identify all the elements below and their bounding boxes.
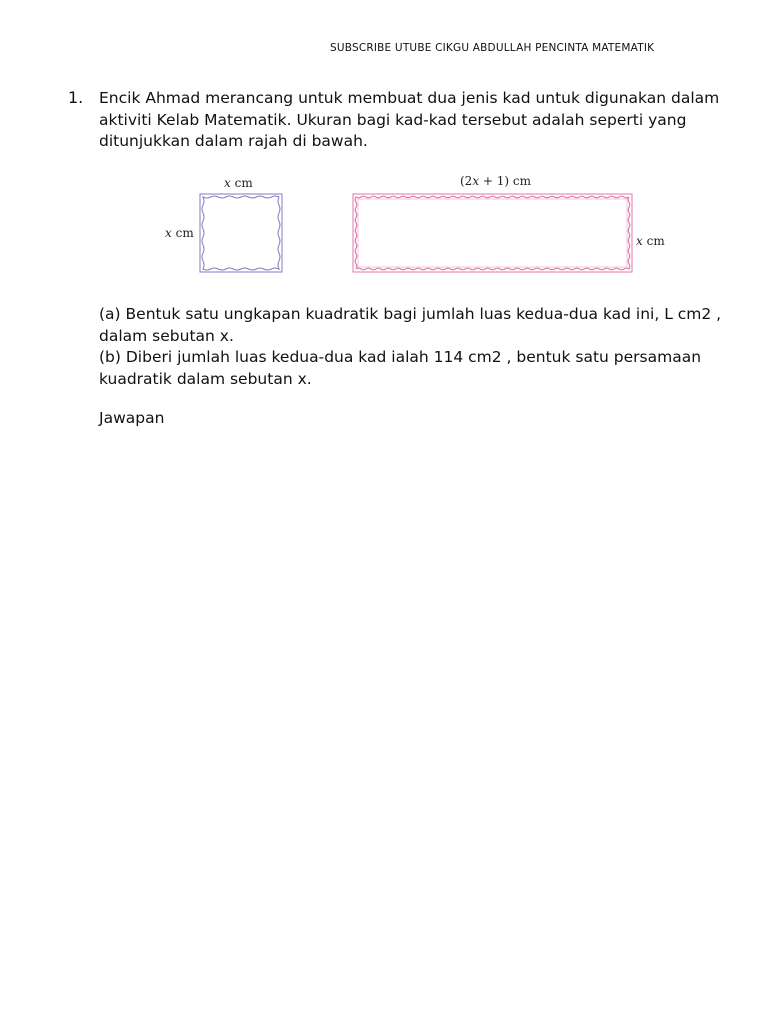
rectangle-card (353, 194, 632, 272)
question-number: 1. (68, 88, 84, 107)
question-text (99, 88, 739, 153)
cards-diagram (160, 170, 670, 280)
part-b-line: (b) Diberi jumlah luas kedua-dua kad ialah 114 cm2 , bentuk satu persamaan (99, 348, 702, 366)
answer-label: Jawapan (99, 409, 165, 427)
cards-drawing (160, 170, 670, 280)
rectangle-side-label: x cm (636, 234, 665, 248)
part-a-line: dalam sebutan x. (99, 326, 234, 345)
square-side-label: x cm (165, 226, 194, 240)
question-line: Encik Ahmad merancang untuk membuat dua jenis kad untuk digunakan dalam (99, 89, 720, 107)
square-card (200, 194, 282, 272)
sub-questions (99, 304, 739, 390)
question-line: ditunjukkan dalam rajah di bawah. (99, 132, 368, 150)
part-b-line: kuadratik dalam sebutan x. (99, 369, 312, 388)
part-a-line: (a) Bentuk satu ungkapan kuadratik bagi jumlah luas kedua-dua kad ini, L cm2 , (99, 305, 722, 323)
square-top-label: x cm (224, 176, 253, 190)
rectangle-top-label: (2x + 1) cm (460, 174, 532, 188)
page-header: SUBSCRIBE UTUBE CIKGU ABDULLAH PENCINTA MATEMATIK (330, 42, 655, 54)
question-line: aktiviti Kelab Matematik. Ukuran bagi kad-kad tersebut adalah seperti yang (99, 110, 687, 129)
